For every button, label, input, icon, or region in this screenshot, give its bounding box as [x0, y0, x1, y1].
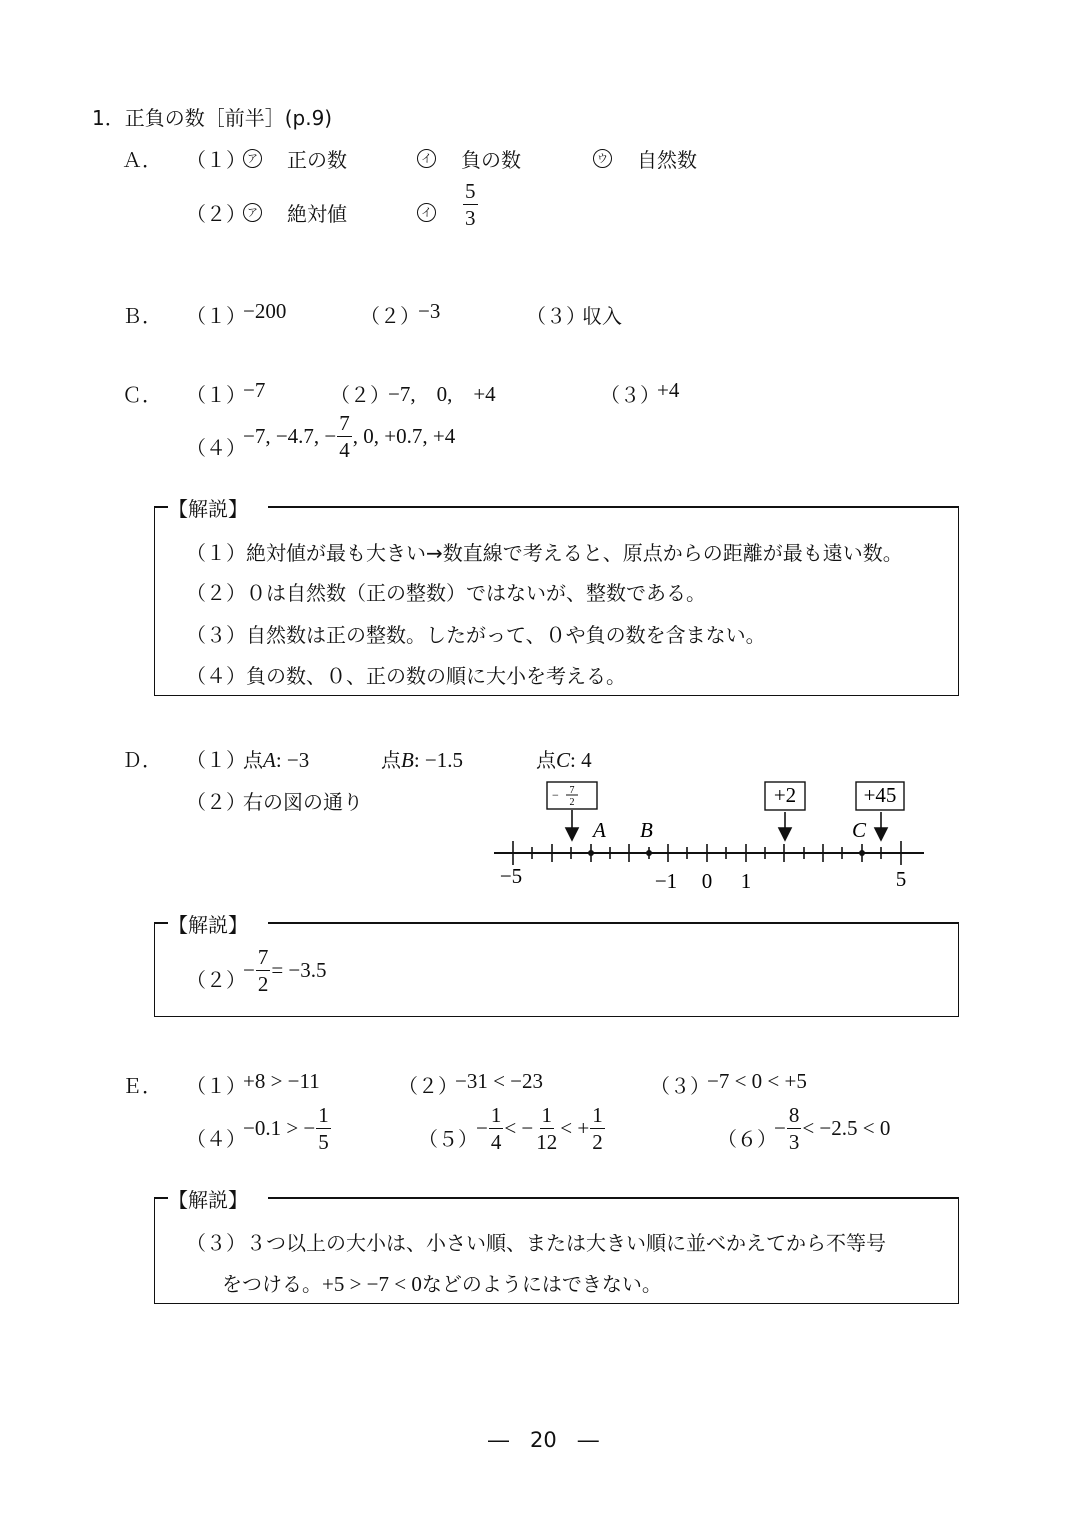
- e-q1-number: （１）: [186, 1074, 246, 1098]
- svg-text:+45: +45: [863, 783, 897, 807]
- svg-text:7: 7: [569, 785, 575, 796]
- section-e-label: Ｅ．: [122, 1074, 162, 1098]
- a-q2-i-mark: イ: [417, 203, 436, 222]
- tick-label-minus-5: −5: [499, 864, 523, 888]
- number-line-ticks: [513, 841, 901, 865]
- d-point-b: 点B: −1.5: [381, 748, 464, 772]
- a-q1-a-answer: 正の数: [287, 148, 347, 172]
- c-q2-answer: −7, 0, +4: [388, 382, 496, 406]
- svg-text:−: −: [552, 788, 559, 802]
- a-q1-a-mark: ア: [243, 149, 262, 168]
- c-q3-answer: +4: [657, 378, 680, 402]
- d-explain-number: （２）: [186, 968, 246, 992]
- d-q2-number: （２）: [186, 790, 246, 814]
- c-explain-line-2: （２）０は自然数（正の整数）ではないが、整数である。: [186, 581, 706, 605]
- page-number: ― 20 ―: [488, 1428, 599, 1452]
- b-q1-answer: −200: [243, 299, 287, 323]
- number-line-figure: [480, 770, 940, 900]
- e-explanation-title: 【解説】: [168, 1184, 268, 1213]
- tick-label-5: 5: [895, 867, 907, 891]
- tick-label-0: 0: [701, 869, 713, 893]
- tick-label-1: 1: [740, 869, 752, 893]
- a-q2-number: （２）: [186, 202, 246, 226]
- d-point-a: 点A: −3: [243, 748, 310, 772]
- e-q6-number: （６）: [717, 1127, 777, 1151]
- e-q2-answer: −31 < −23: [455, 1069, 544, 1093]
- e-q6-answer: − $\frac{8}{3}$ < −2.5 < 0: [774, 1103, 891, 1155]
- arrow-plus-2: [779, 828, 791, 840]
- section-d-label: Ｄ．: [122, 748, 162, 772]
- d-q1-number: （１）: [186, 748, 246, 772]
- a-q1-number: （１）: [186, 148, 246, 172]
- label-a: A: [593, 818, 606, 842]
- label-c: C: [852, 818, 867, 842]
- e-q3-number: （３）: [650, 1074, 710, 1098]
- a-q2-a-answer: 絶対値: [287, 202, 347, 226]
- c-q3-number: （３）: [600, 383, 660, 407]
- tick-label-minus-1: −1: [654, 869, 678, 893]
- e-q5-answer: − $\frac{1}{4}$ < − $\frac{1}{12}$ < + $\frac{1}{2}$: [476, 1103, 603, 1155]
- b-q3-number: （３）: [526, 304, 586, 328]
- e-q5-number: （５）: [418, 1127, 478, 1151]
- a-q1-i-answer: 負の数: [461, 148, 521, 172]
- d-explanation-title: 【解説】: [168, 909, 268, 938]
- arrow-plus-45: [875, 828, 887, 840]
- point-c-dot: [859, 850, 865, 856]
- svg-text:+2: +2: [773, 783, 797, 807]
- section-b-label: Ｂ．: [122, 304, 162, 328]
- c-q1-number: （１）: [186, 383, 246, 407]
- a-q2-i-fraction: $\frac{5}{3}$: [465, 179, 476, 231]
- e-q3-answer: −7 < 0 < +5: [707, 1069, 807, 1093]
- c-explain-line-4: （４）負の数、０、正の数の順に大小を考える。: [186, 664, 626, 688]
- e-q2-number: （２）: [398, 1074, 458, 1098]
- c-explanation-title: 【解説】: [168, 493, 268, 522]
- point-b-dot: [646, 850, 652, 856]
- d-q2-answer: 右の図の通り: [243, 790, 363, 814]
- c-q2-number: （２）: [330, 383, 390, 407]
- arrow-minus-7-2: [566, 828, 578, 840]
- b-q1-number: （１）: [186, 304, 246, 328]
- label-b: B: [640, 818, 653, 842]
- point-a-dot: [588, 850, 594, 856]
- e-q4-number: （４）: [186, 1127, 246, 1151]
- svg-text:2: 2: [569, 797, 575, 808]
- c-q4-number: （４）: [186, 436, 246, 460]
- c-q4-answer: −7, −4.7, − $\frac{7}{4}$ , 0, +0.7, +4: [243, 411, 456, 463]
- b-q2-answer: −3: [418, 299, 441, 323]
- a-q1-i-mark: イ: [417, 149, 436, 168]
- a-q1-u-answer: 自然数: [637, 148, 697, 172]
- section-title: 1．正負の数［前半］(p.9): [92, 106, 333, 130]
- section-a-label: Ａ．: [122, 148, 162, 172]
- c-q1-answer: −7: [243, 378, 266, 402]
- e-explain-line-2: をつける。+5 > −7 < 0などのようにはできない。: [222, 1272, 662, 1296]
- b-q2-number: （２）: [360, 304, 420, 328]
- section-c-label: Ｃ．: [122, 383, 162, 407]
- e-q4-answer: −0.1 > − $\frac{1}{5}$: [243, 1103, 329, 1155]
- e-explain-line-1: （３）３つ以上の大小は、小さい順、または大きい順に並べかえてから不等号: [186, 1231, 886, 1255]
- c-explain-line-3: （３）自然数は正の整数。したがって、０や負の数を含まない。: [186, 623, 766, 647]
- c-explain-line-1: （１）絶対値が最も大きい→数直線で考えると、原点からの距離が最も遠い数。: [186, 541, 903, 565]
- a-q2-a-mark: ア: [243, 203, 262, 222]
- a-q1-u-mark: ウ: [593, 149, 612, 168]
- d-explain-equation: − $\frac{7}{2}$ = −3.5: [243, 945, 327, 997]
- d-point-c: 点C: 4: [536, 748, 592, 772]
- e-q1-answer: +8 > −11: [243, 1069, 320, 1093]
- b-q3-answer: 収入: [582, 304, 622, 328]
